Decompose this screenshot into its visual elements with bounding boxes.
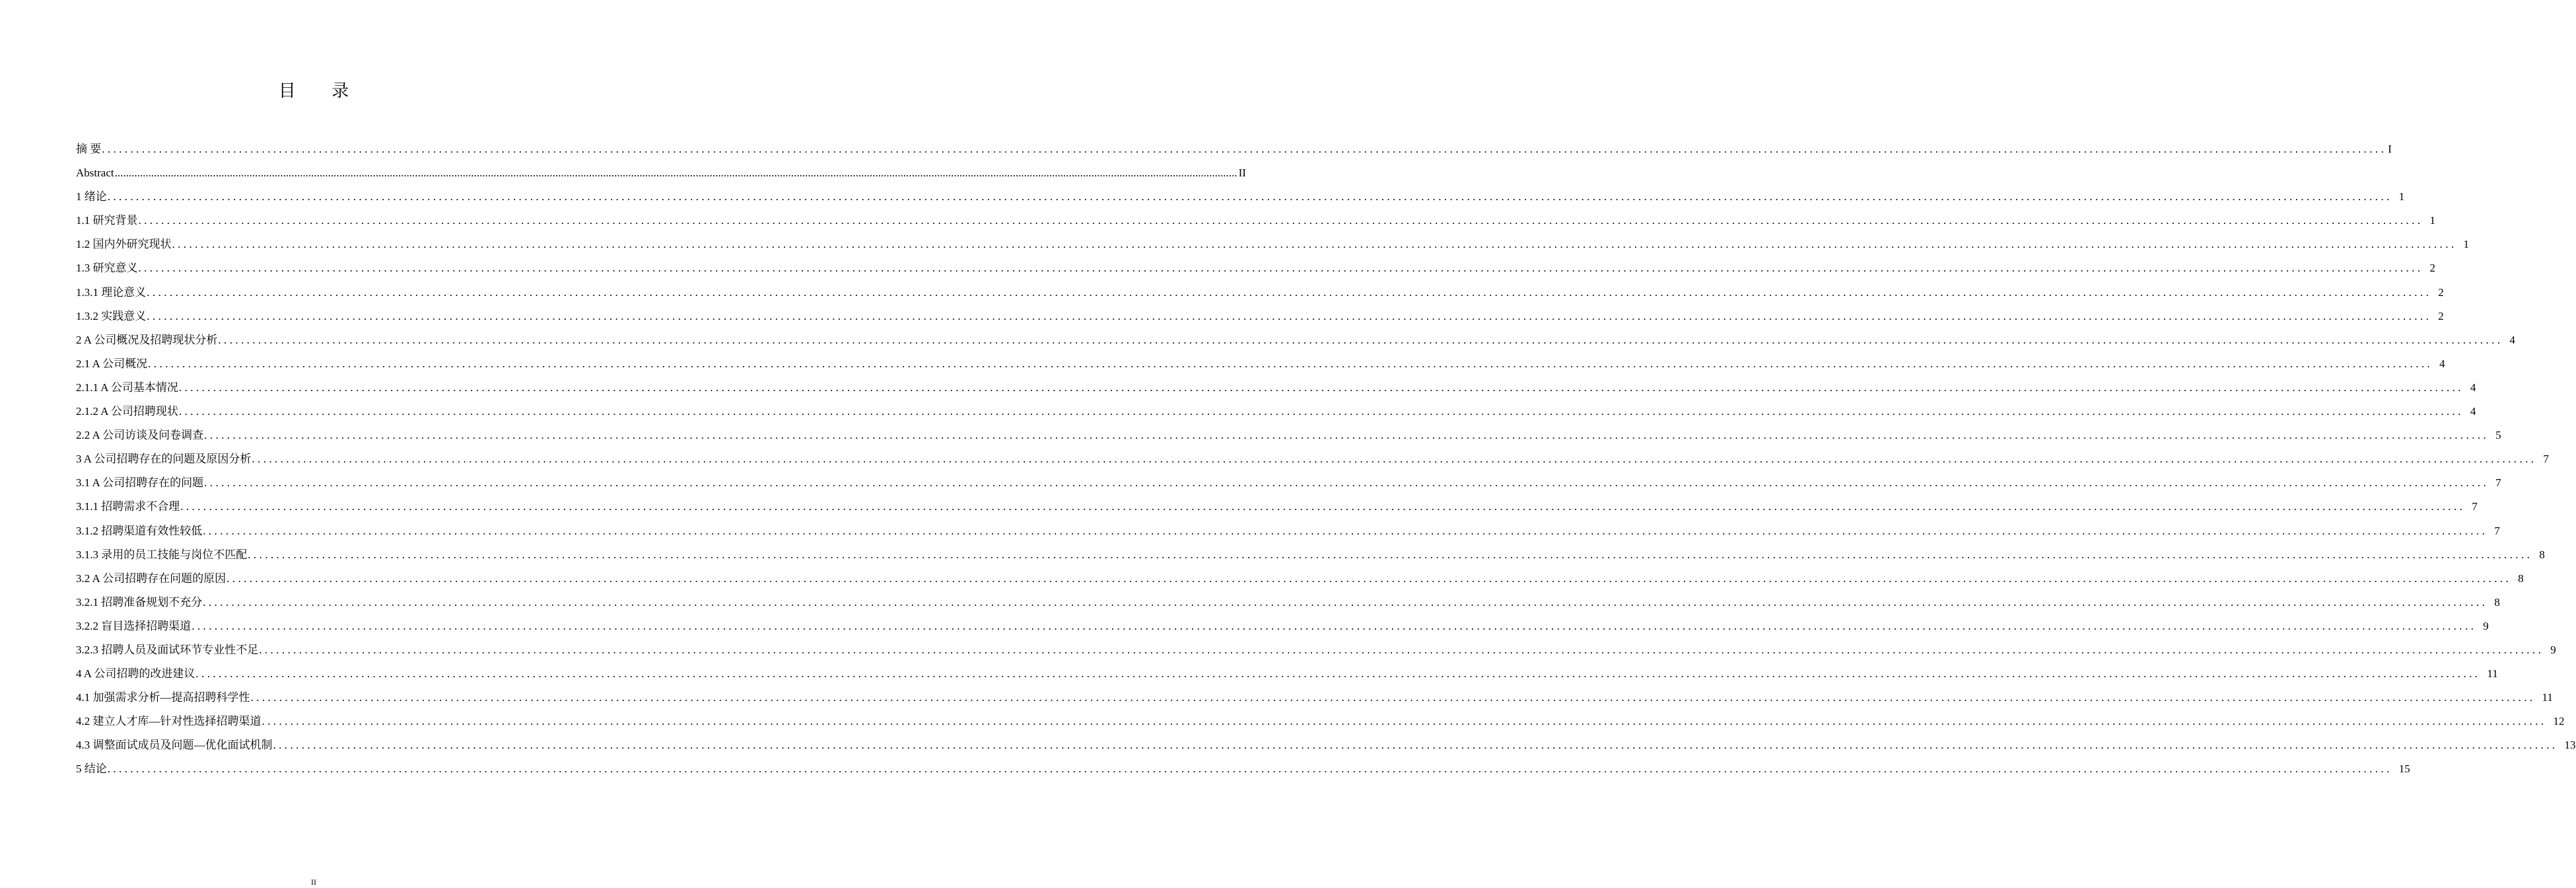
toc-entry-page: 9 xyxy=(2483,619,2489,632)
toc-entry[interactable] xyxy=(76,567,2524,591)
toc-entry-page: 11 xyxy=(2487,667,2498,681)
toc-entry[interactable] xyxy=(76,471,2501,495)
toc-leader-dots: ................................................................................................................................................................................................................................................................................................................................................................................................................ xyxy=(138,262,2423,275)
toc-entry-label: 3.1 A 公司招聘存在的问题 xyxy=(76,476,204,490)
toc-entry-label: 2.2 A 公司访谈及问卷调查 xyxy=(76,429,204,442)
toc-entry-label: 2.1.2 A 公司招聘现状 xyxy=(76,405,178,418)
toc-leader-dots: ................................................................................................................................................................................................................................................................................................................................................................................................................ xyxy=(248,548,2533,561)
toc-entry-label: 摘 要 xyxy=(76,143,102,155)
toc-entry[interactable] xyxy=(76,757,2410,781)
toc-entry[interactable] xyxy=(76,710,2565,733)
toc-entry-page: 12 xyxy=(2553,715,2565,728)
toc-entry[interactable] xyxy=(76,447,2549,471)
toc-leader-dots: ................................................................................................................................................................................................................................................................................................................................................................................................................ xyxy=(147,309,2432,322)
toc-leader-dots: ................................................................................................................................................................................................................................................................................................................................................................................................................ xyxy=(107,190,2392,204)
toc-leader-dots: ................................................................................................................................................................................................................................................................................................................................................................................................................ xyxy=(148,357,2433,370)
toc-leader-dots: ................................................................................................................................................................................................................................................................................................................................................................................................................ xyxy=(204,429,2489,442)
toc-entry-page: 4 xyxy=(2470,381,2476,394)
toc-entry[interactable] xyxy=(76,161,1246,185)
toc-entry-label: 4 A 公司招聘的改进建议 xyxy=(76,667,195,681)
toc-entry-label: 4.3 调整面试成员及问题—优化面试机制 xyxy=(76,739,273,752)
toc-leader-dots: ................................................................................................................................................................................................................................................................................................................................................................................................................ xyxy=(172,238,2457,251)
toc-entry-page: 1 xyxy=(2463,238,2469,251)
toc-entry-page: II xyxy=(1238,166,1246,180)
toc-leader-dots: ................................................................................................................................................................................................................................................................................................................................................................................................................ xyxy=(195,667,2481,681)
toc-entry[interactable] xyxy=(76,495,2478,519)
toc-entry[interactable] xyxy=(76,328,2515,352)
toc-leader-dots: ................................................................................................................................................................................................................................................................................................................................................................................................................ xyxy=(250,691,2536,704)
toc-entry-label: 1.1 研究背景 xyxy=(76,214,138,227)
toc-entry[interactable] xyxy=(76,591,2500,614)
toc-entry-label: 5 结论 xyxy=(76,762,107,776)
toc-entry-page: 8 xyxy=(2539,548,2545,561)
toc-entry-page: 8 xyxy=(2494,595,2500,609)
toc-entry-page: 4 xyxy=(2470,405,2476,418)
toc-entry[interactable] xyxy=(76,281,2444,305)
toc-entry[interactable] xyxy=(76,733,2576,757)
toc-entry[interactable] xyxy=(76,137,2392,161)
toc-entry[interactable] xyxy=(76,614,2489,638)
toc-entry-label: 3 A 公司招聘存在的问题及原因分析 xyxy=(76,453,252,466)
toc-leader-dots: ................................................................................................................................................................................................................................................................................................................................................................................................................ xyxy=(226,572,2512,585)
table-of-contents xyxy=(76,137,2576,782)
toc-leader-dots: ................................................................................................................................................................................................................................................................................................................................................................................................................ xyxy=(218,333,2503,346)
page-number-footer: II xyxy=(311,877,316,887)
toc-entry[interactable] xyxy=(76,638,2556,662)
toc-entry-label: Abstract xyxy=(76,166,114,180)
toc-entry[interactable] xyxy=(76,233,2469,256)
toc-leader-dots: ................................................................................................................................................................................................................................................................................................................................................................................................................ xyxy=(273,739,2558,752)
toc-leader-dots: ................................................................................................................................................................................................................................................................................................................................................................................................................ xyxy=(102,143,2387,155)
toc-entry-label: 1 绪论 xyxy=(76,190,107,204)
toc-entry[interactable] xyxy=(76,305,2444,328)
toc-leader-dots: ................................................................................................................................................................................................................................................................................................................................................................................................................ xyxy=(178,381,2464,394)
toc-entry[interactable] xyxy=(76,543,2545,567)
toc-entry-page: 15 xyxy=(2398,762,2410,776)
toc-entry[interactable] xyxy=(76,376,2476,400)
toc-leader-dots: ................................................................................................................................................................................................................................................................................................................................................................................................................ xyxy=(204,476,2489,490)
toc-entry-page: 1 xyxy=(2398,190,2405,204)
toc-leader-dots: ................................................................................................................................................................................................................................................................................................................................................................................................................ xyxy=(180,500,2466,513)
toc-entry-page: 11 xyxy=(2542,691,2553,704)
toc-entry[interactable] xyxy=(76,209,2435,233)
toc-entry-label: 3.2 A 公司招聘存在问题的原因 xyxy=(76,572,226,585)
toc-entry-page: 4 xyxy=(2509,333,2515,346)
toc-entry-label: 3.1.3 录用的员工技能与岗位不匹配 xyxy=(76,548,248,561)
toc-leader-dots: ................................................................................................................................................................................................................................................................................................................................................................................................................ xyxy=(107,762,2392,776)
toc-leader-dots: ................................................................................................................................................................................................................................................................................................................................................................................................................ xyxy=(114,166,1237,180)
toc-entry-page: I xyxy=(2388,143,2392,155)
toc-entry-page: 1 xyxy=(2429,214,2435,227)
toc-entry[interactable] xyxy=(76,256,2435,280)
toc-entry-page: 7 xyxy=(2472,500,2478,513)
toc-entry-page: 7 xyxy=(2543,453,2549,466)
toc-entry-label: 1.2 国内外研究现状 xyxy=(76,238,172,251)
toc-entry-label: 1.3 研究意义 xyxy=(76,262,138,275)
toc-entry-page: 9 xyxy=(2550,643,2556,656)
toc-entry-page: 2 xyxy=(2429,262,2435,275)
toc-entry-label: 4.2 建立人才库—针对性选择招聘渠道 xyxy=(76,715,261,728)
toc-entry-label: 3.1.2 招聘渠道有效性较低 xyxy=(76,524,203,537)
toc-entry-label: 2 A 公司概况及招聘现状分析 xyxy=(76,333,218,346)
toc-entry-label: 2.1.1 A 公司基本情况 xyxy=(76,381,178,394)
toc-entry-page: 13 xyxy=(2564,739,2576,752)
toc-entry-page: 2 xyxy=(2438,309,2444,322)
toc-entry-page: 2 xyxy=(2438,285,2444,299)
toc-entry[interactable] xyxy=(76,185,2405,209)
toc-entry[interactable] xyxy=(76,686,2553,710)
toc-entry[interactable] xyxy=(76,662,2498,686)
toc-entry-page: 7 xyxy=(2495,476,2501,490)
toc-entry-page: 4 xyxy=(2439,357,2445,370)
toc-entry[interactable] xyxy=(76,519,2500,543)
toc-entry[interactable] xyxy=(76,424,2501,447)
toc-leader-dots: ................................................................................................................................................................................................................................................................................................................................................................................................................ xyxy=(203,595,2488,609)
toc-leader-dots: ................................................................................................................................................................................................................................................................................................................................................................................................................ xyxy=(147,285,2432,299)
toc-entry-label: 3.1.1 招聘需求不合理 xyxy=(76,500,180,513)
toc-entry[interactable] xyxy=(76,352,2445,376)
toc-entry-page: 7 xyxy=(2494,524,2500,537)
toc-entry[interactable] xyxy=(76,400,2476,424)
toc-entry-label: 3.2.3 招聘人员及面试环节专业性不足 xyxy=(76,643,259,656)
toc-entry-label: 1.3.1 理论意义 xyxy=(76,285,147,299)
toc-leader-dots: ................................................................................................................................................................................................................................................................................................................................................................................................................ xyxy=(252,453,2537,466)
toc-entry-label: 2.1 A 公司概况 xyxy=(76,357,148,370)
toc-title: 目 录 xyxy=(278,81,365,100)
toc-entry-label: 3.2.1 招聘准备规划不充分 xyxy=(76,595,203,609)
toc-leader-dots: ................................................................................................................................................................................................................................................................................................................................................................................................................ xyxy=(138,214,2423,227)
toc-entry-label: 1.3.2 实践意义 xyxy=(76,309,147,322)
toc-leader-dots: ................................................................................................................................................................................................................................................................................................................................................................................................................ xyxy=(261,715,2547,728)
toc-leader-dots: ................................................................................................................................................................................................................................................................................................................................................................................................................ xyxy=(191,619,2477,632)
toc-entry-label: 3.2.2 盲目选择招聘渠道 xyxy=(76,619,191,632)
toc-leader-dots: ................................................................................................................................................................................................................................................................................................................................................................................................................ xyxy=(178,405,2464,418)
toc-leader-dots: ................................................................................................................................................................................................................................................................................................................................................................................................................ xyxy=(259,643,2544,656)
toc-entry-page: 8 xyxy=(2518,572,2524,585)
toc-entry-label: 4.1 加强需求分析—提高招聘科学性 xyxy=(76,691,250,704)
toc-entry-page: 5 xyxy=(2495,429,2501,442)
toc-leader-dots: ................................................................................................................................................................................................................................................................................................................................................................................................................ xyxy=(203,524,2488,537)
